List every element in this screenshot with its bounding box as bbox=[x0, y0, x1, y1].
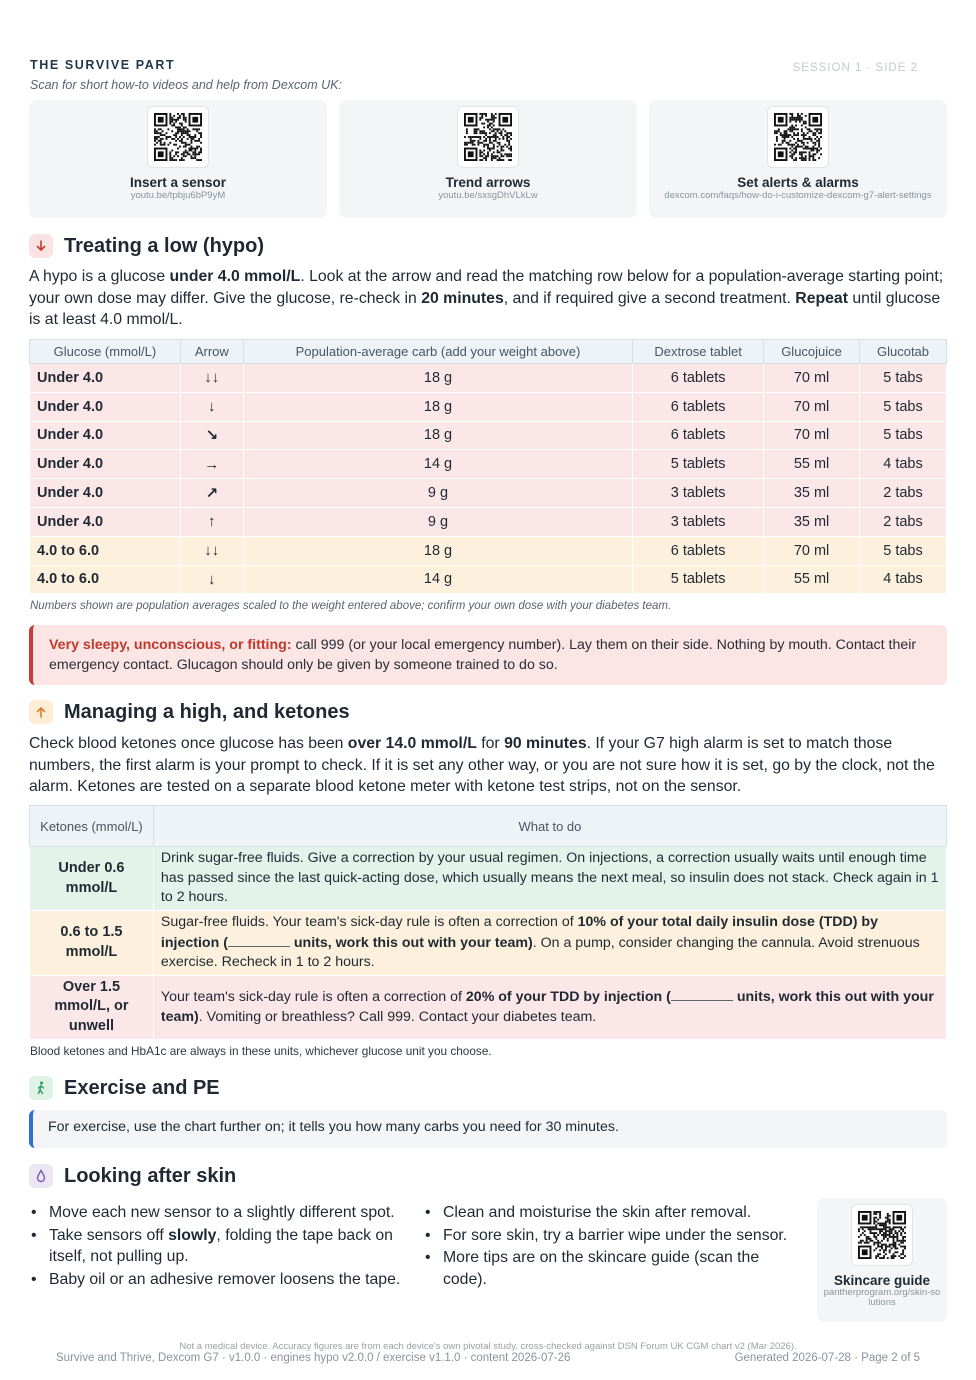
emergency-alert: Very sleepy, unconscious, or fitting: call 999 (or your local emergency number). Lay them on their side. Nothing by mouth. Contact their emergency contact. Glucagon should only be given by someone trained to do so. bbox=[29, 625, 947, 685]
skin-section-title: Looking after skin bbox=[64, 1164, 237, 1187]
arrow-down-icon bbox=[29, 234, 53, 258]
qr-card-insert-sensor[interactable] bbox=[29, 100, 327, 218]
cell-arrow: ↑ bbox=[180, 507, 243, 536]
cell-glucotab: 5 tabs bbox=[860, 421, 947, 450]
list-item: • Clean and moisturise the skin after removal. bbox=[423, 1202, 803, 1224]
col-header-carb: Population-average carb (add your weight above) bbox=[243, 340, 632, 364]
high-section-title: Managing a high, and ketones bbox=[64, 700, 350, 723]
exercise-section-title: Exercise and PE bbox=[64, 1076, 220, 1099]
cell-glucotab: 5 tabs bbox=[860, 536, 947, 565]
col-header-glucotab: Glucotab bbox=[860, 340, 947, 364]
qr-card-title: Set alerts & alarms bbox=[737, 175, 859, 190]
high-intro: Check blood ketones once glucose has been over 14.0 mmol/L for 90 minutes. If your G7 high alarm is set to match those numbers, the first alarm is your prompt to check. If it is set any other way, or you are not sure how it is set, go by the clock, not the alarm. Ketones are tested on a separate blood ketone meter with ketone test strips, not on the sensor. bbox=[29, 735, 935, 795]
table-row bbox=[30, 507, 947, 536]
cell-dextrose: 3 tablets bbox=[633, 479, 764, 508]
table-row bbox=[30, 565, 947, 594]
high-section-header bbox=[29, 700, 350, 724]
skin-tips-right bbox=[423, 1202, 803, 1292]
qr-card-set-alerts[interactable] bbox=[649, 100, 947, 218]
col-header-glucojuice: Glucojuice bbox=[764, 340, 860, 364]
ketone-table-header bbox=[30, 806, 947, 847]
cell-glucose: Under 4.0 bbox=[30, 392, 181, 421]
cell-glucose: 4.0 to 6.0 bbox=[30, 536, 181, 565]
list-item: • Baby oil or an adhesive remover loosens the tape. bbox=[29, 1269, 414, 1291]
cell-glucose: Under 4.0 bbox=[30, 421, 181, 450]
ketone-level: Over 1.5 mmol/L, or unwell bbox=[30, 975, 154, 1039]
qr-card-title: Skincare guide bbox=[833, 1273, 931, 1288]
qr-card-row bbox=[29, 100, 947, 218]
cell-carb: 9 g bbox=[243, 479, 632, 508]
skin-tips-left bbox=[29, 1202, 414, 1292]
cell-arrow: ↗ bbox=[180, 479, 243, 508]
droplet-icon bbox=[29, 1164, 53, 1188]
dose-blank-field bbox=[671, 987, 733, 1001]
col-header-dextrose: Dextrose tablet bbox=[633, 340, 764, 364]
list-item: • More tips are on the skincare guide (scan the code). bbox=[423, 1247, 803, 1290]
person-walking-icon bbox=[29, 1076, 53, 1100]
qr-card-skincare[interactable] bbox=[817, 1198, 947, 1322]
cell-glucose: Under 4.0 bbox=[30, 364, 181, 393]
cell-glucotab: 4 tabs bbox=[860, 565, 947, 594]
cell-dextrose: 3 tablets bbox=[633, 507, 764, 536]
section-kicker: THE SURVIVE PART bbox=[30, 58, 176, 72]
list-item: • Take sensors off slowly, folding the tape back on itself, not pulling up. bbox=[29, 1225, 414, 1268]
disclaimer: Not a medical device. Accuracy figures are from each device's own pivotal study, cross-checked against DSN Forum UK CGM chart v2 (Mar 2026). bbox=[179, 1341, 797, 1352]
exercise-info: For exercise, use the chart further on; it tells you how many carbs you need for 30 minutes. bbox=[29, 1110, 947, 1148]
cell-dextrose: 5 tablets bbox=[633, 565, 764, 594]
cell-glucojuice: 35 ml bbox=[764, 507, 860, 536]
ketone-action: Sugar-free fluids. Your team's sick-day rule is often a correction of 10% of your total daily insulin dose (TDD) by injection ( units, work this out with your team). On a pump, consider changing the cannula. Avoid strenuous exercise. Recheck in 1 to 2 hours. bbox=[153, 911, 946, 976]
qr-code-icon bbox=[147, 106, 209, 168]
col-header-arrow: Arrow bbox=[180, 340, 243, 364]
ketone-level: Under 0.6 mmol/L bbox=[30, 847, 154, 911]
cell-glucotab: 2 tabs bbox=[860, 479, 947, 508]
ketone-action: Your team's sick-day rule is often a correction of 20% of your TDD by injection ( units, work this out with your team). Vomiting or breathless? Call 999. Contact your diabetes team. bbox=[153, 975, 946, 1039]
cell-carb: 18 g bbox=[243, 421, 632, 450]
qr-code-icon bbox=[767, 106, 829, 168]
cell-glucotab: 2 tabs bbox=[860, 507, 947, 536]
qr-card-title: Insert a sensor bbox=[129, 175, 227, 190]
ketone-row-high bbox=[30, 975, 947, 1039]
cell-dextrose: 6 tablets bbox=[633, 392, 764, 421]
qr-code-icon bbox=[851, 1204, 913, 1266]
cell-arrow: ↘ bbox=[180, 421, 243, 450]
footer-version: Survive and Thrive, Dexcom G7 · v1.0.0 · engines hypo v2.0.0 / exercise v1.1.0 · content 2026-07-26 bbox=[56, 1352, 571, 1364]
hypo-table bbox=[29, 339, 947, 594]
cell-carb: 18 g bbox=[243, 364, 632, 393]
cell-glucotab: 4 tabs bbox=[860, 450, 947, 479]
hypo-note: Numbers shown are population averages scaled to the weight entered above; confirm your own dose with your diabetes team. bbox=[30, 600, 672, 612]
hypo-section-header bbox=[29, 234, 264, 258]
exercise-section-header bbox=[29, 1076, 220, 1100]
cell-glucojuice: 70 ml bbox=[764, 364, 860, 393]
hypo-section-title: Treating a low (hypo) bbox=[64, 234, 265, 257]
table-row bbox=[30, 364, 947, 393]
cell-arrow: ↓↓ bbox=[180, 536, 243, 565]
qr-card-url: pantherprogram.org/skin-solutions bbox=[823, 1287, 941, 1308]
cell-glucose: Under 4.0 bbox=[30, 507, 181, 536]
cell-dextrose: 6 tablets bbox=[633, 536, 764, 565]
arrow-up-icon bbox=[29, 700, 53, 724]
cell-carb: 14 g bbox=[243, 565, 632, 594]
cell-glucotab: 5 tabs bbox=[860, 392, 947, 421]
cell-glucojuice: 55 ml bbox=[764, 565, 860, 594]
cell-glucose: Under 4.0 bbox=[30, 450, 181, 479]
cell-glucojuice: 70 ml bbox=[764, 392, 860, 421]
col-header-glucose: Glucose (mmol/L) bbox=[30, 340, 181, 364]
cell-carb: 14 g bbox=[243, 450, 632, 479]
qr-card-title: Trend arrows bbox=[445, 175, 531, 190]
cell-arrow: → bbox=[180, 450, 243, 479]
ketone-table bbox=[29, 805, 947, 1040]
cell-glucotab: 5 tabs bbox=[860, 364, 947, 393]
list-item: • For sore skin, try a barrier wipe under the sensor. bbox=[423, 1225, 803, 1247]
ketone-row-moderate bbox=[30, 911, 947, 976]
table-row bbox=[30, 421, 947, 450]
col-header-ketones: Ketones (mmol/L) bbox=[30, 806, 154, 847]
cell-dextrose: 5 tablets bbox=[633, 450, 764, 479]
qr-code-icon bbox=[457, 106, 519, 168]
list-item: • Move each new sensor to a slightly different spot. bbox=[29, 1202, 414, 1224]
cell-arrow: ↓ bbox=[180, 392, 243, 421]
session-label: SESSION 1 · SIDE 2 bbox=[792, 62, 918, 74]
table-row bbox=[30, 536, 947, 565]
skin-section-header bbox=[29, 1164, 236, 1188]
table-row bbox=[30, 479, 947, 508]
table-row bbox=[30, 450, 947, 479]
ketone-row-low bbox=[30, 847, 947, 911]
cell-glucojuice: 55 ml bbox=[764, 450, 860, 479]
cell-glucojuice: 70 ml bbox=[764, 421, 860, 450]
cell-glucojuice: 35 ml bbox=[764, 479, 860, 508]
cell-carb: 18 g bbox=[243, 536, 632, 565]
units-note: Blood ketones and HbA1c are always in these units, whichever glucose unit you choose. bbox=[30, 1044, 492, 1058]
qr-card-url: dexcom.com/faqs/how-do-i-customize-dexcom-g7-alert-settings bbox=[664, 190, 932, 201]
cell-dextrose: 6 tablets bbox=[633, 421, 764, 450]
cell-arrow: ↓↓ bbox=[180, 364, 243, 393]
ketone-action: Drink sugar-free fluids. Give a correction by your usual regimen. On injections, a correction usually waits until enough time has passed since the last quick-acting dose, which usually means the next meal, so insulin does not stack. Check again in 1 to 2 hours. bbox=[153, 847, 946, 911]
qr-card-trend-arrows[interactable] bbox=[339, 100, 637, 218]
cell-glucose: Under 4.0 bbox=[30, 479, 181, 508]
dose-blank-field bbox=[228, 933, 290, 947]
cell-glucose: 4.0 to 6.0 bbox=[30, 565, 181, 594]
cell-carb: 9 g bbox=[243, 507, 632, 536]
hypo-table-header bbox=[30, 340, 947, 364]
cell-dextrose: 6 tablets bbox=[633, 364, 764, 393]
cell-glucojuice: 70 ml bbox=[764, 536, 860, 565]
footer-page-info: Generated 2026-07-28 · Page 2 of 5 bbox=[734, 1352, 920, 1364]
cell-carb: 18 g bbox=[243, 392, 632, 421]
qr-card-url: youtu.be/tpbju6bP9yM bbox=[130, 190, 226, 201]
qr-card-url: youtu.be/sxsgDhVLkLw bbox=[438, 190, 538, 201]
cell-arrow: ↓ bbox=[180, 565, 243, 594]
col-header-what-to-do: What to do bbox=[153, 806, 946, 847]
table-row bbox=[30, 392, 947, 421]
hypo-intro: A hypo is a glucose under 4.0 mmol/L. Look at the arrow and read the matching row below for a population-average starting point; your own dose may differ. Give the glucose, re-check in 20 minutes, and if required give a second treatment. Repeat until glucose is at least 4.0 mmol/L. bbox=[29, 268, 944, 328]
scan-note: Scan for short how-to videos and help from Dexcom UK: bbox=[30, 78, 342, 92]
ketone-level: 0.6 to 1.5 mmol/L bbox=[30, 911, 154, 976]
